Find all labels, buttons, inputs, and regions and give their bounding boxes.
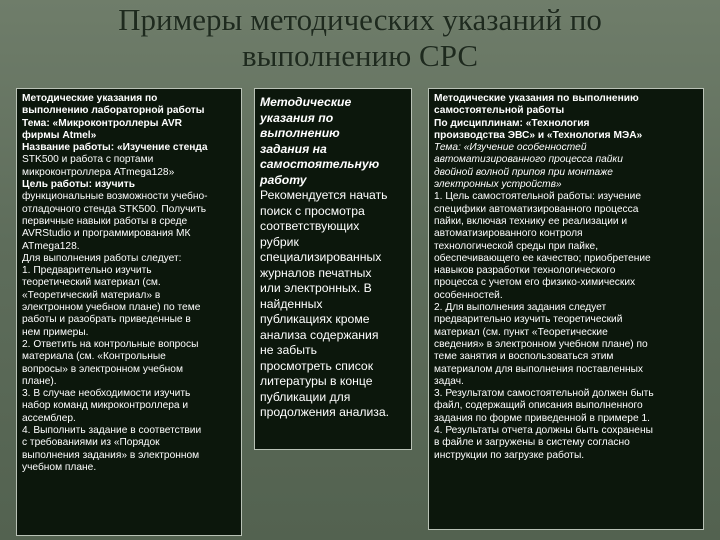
col1-text-line: первичные навыки работы в среде [22, 215, 188, 227]
col1-text-line: ATmega128. [22, 240, 80, 252]
col1-text-line: вопросы» в электронном учебном [22, 363, 183, 375]
col2-text-line: публикациях кроме [260, 312, 370, 326]
col3-text-line: задач. [434, 375, 464, 387]
col3-text-line: 1. Цель самостоятельной работы: изучение [434, 191, 642, 203]
col1-text-line: с требованиями из «Порядок [22, 437, 160, 449]
slide-title-line-2: выполнению СРС [241, 38, 479, 73]
col1-text-line: материала (см. «Контрольные [22, 351, 166, 363]
col3-text-line: пайки, включая технику ее реализации и [434, 215, 628, 227]
col1-text-line: микроконтроллера ATmega128» [22, 166, 175, 178]
col3-text-line: Методические указания по выполнению [434, 93, 639, 104]
col1-text-line: теоретический материал (см. [22, 277, 161, 289]
col1-text-line: фирмы Atmel» [22, 129, 97, 141]
col3-text-line: навыков разработки технологического [434, 265, 616, 277]
col3-text-line: файл, содержащий описания выполненного [434, 400, 643, 412]
col2-text-line: анализа содержания [260, 327, 379, 342]
col3-text-line: Тема: «Изучение особенностей [434, 142, 587, 154]
col1-text-line: 4. Выполнить задание в соответствии [22, 425, 202, 437]
lab-work-guidelines-panel [16, 88, 242, 536]
col3-text-line: процесса с учетом его физико-химических [434, 277, 636, 289]
col1-text-line: 2. Ответить на контрольные вопросы [22, 338, 199, 350]
col2-text-line: журналов печатных [260, 265, 372, 280]
col3-text-line: двойной волной припоя при монтаже [434, 166, 613, 178]
col1-text-line: AVRStudio и программирования МК [22, 228, 191, 240]
col3-text-line: автоматизированного процесса пайки [434, 154, 623, 166]
col2-text-line: публикации для [260, 389, 351, 404]
col3-text-line: задания по форме приведенной в примере 1. [434, 412, 650, 424]
col1-text-line: плане). [22, 375, 57, 387]
col3-text-line: особенностей. [434, 289, 503, 301]
col2-text-line: Рекомендуется начать [260, 188, 388, 202]
col2-text-line: самостоятельную [260, 157, 380, 171]
col1-text-line: Название работы: «Изучение стенда [22, 142, 208, 154]
col3-text-line: специфики автоматизированного процесса [434, 203, 639, 215]
col2-text-line: просмотреть список [260, 358, 374, 373]
col3-text-line: материалом для выполнения поставленных [434, 363, 644, 375]
col2-text-line: литературы в конце [260, 374, 373, 388]
soldering-work-guidelines-panel [428, 88, 704, 530]
col1-text-line: выполнению лабораторной работы [22, 105, 205, 117]
col1-text-line: 1. Предварительно изучить [22, 265, 152, 277]
col1-text-line: Тема: «Микроконтроллеры AVR [22, 117, 182, 129]
col3-text-line: 4. Результаты отчета должны быть сохранены [434, 425, 653, 437]
col2-text-line: продолжения анализа. [260, 405, 390, 419]
col2-text-line: задания на [260, 141, 327, 156]
col2-text-line: специализированных [260, 250, 382, 264]
col3-text-line: электронных устройств» [434, 179, 562, 191]
col1-text-line: Для выполнения работы следует: [22, 252, 182, 264]
col3-text-line: технологической среды при пайке, [434, 240, 599, 252]
col3-text-line: сведения» в электронном учебном плане) по [434, 338, 648, 350]
col3-text-line: предварительно изучить теоретический [434, 314, 623, 326]
col1-text-line: набор команд микроконтроллера и [22, 400, 189, 412]
col2-text-line: работу [260, 172, 307, 187]
col2-text-line: найденных [260, 296, 323, 311]
col2-text-line: Методические [260, 95, 352, 109]
col1-text-line: STK500 и работа с портами [22, 154, 154, 166]
col1-text-line: ассемблер. [22, 412, 76, 424]
col3-text-line: автоматизированного контроля [434, 228, 583, 240]
col2-text-line: или электронных. В [260, 281, 372, 295]
col3-text-line: материал (см. пункт «Теоретические [434, 326, 608, 338]
col1-text-line: работы и разобрать приведенные в [22, 314, 191, 326]
col1-text-line: нем примеры. [22, 326, 89, 338]
col2-text-line: рубрик [260, 234, 299, 249]
col1-text-line: функциональные возможности учебно- [22, 191, 208, 203]
col2-text-line: поиск с просмотра [260, 203, 365, 218]
col3-text-line: По дисциплинам: «Технология [434, 117, 590, 129]
independent-work-guidelines-panel [254, 88, 412, 450]
col1-text-line: Цель работы: изучить [22, 179, 136, 191]
slide-title-line-1: Примеры методических указаний по [118, 2, 602, 37]
col1-text-line: электронном учебном плане) по теме [22, 302, 201, 314]
col1-text-line: 3. В случае необходимости изучить [22, 388, 191, 400]
col2-text-line: указания по [260, 110, 334, 125]
col3-text-line: производства ЭВС» и «Технология МЭА» [434, 129, 643, 141]
col1-text-line: отладочного стенда STK500. Получить [22, 203, 207, 215]
col3-text-line: 3. Результатом самостоятельной должен быть [434, 388, 654, 400]
col3-text-line: самостоятельной работы [434, 105, 565, 117]
col2-text-line: не забыть [260, 343, 317, 357]
col1-text-line: учебном плане. [22, 461, 97, 473]
col1-text-line: Методические указания по [22, 93, 158, 104]
col2-text-line: выполнению [260, 126, 340, 140]
col2-text-line: соответствующих [260, 219, 360, 233]
col3-text-line: обеспечивающего ее качество; приобретение [434, 252, 651, 264]
slide-title [0, 2, 720, 74]
col3-text-line: в файле и загружены в систему согласно [434, 437, 630, 449]
col3-text-line: теме занятия и воспользоваться этим [434, 351, 614, 363]
col1-text-line: «Теоретический материал» в [22, 289, 161, 301]
col1-text-line: выполнения задания» в электронном [22, 449, 200, 461]
col3-text-line: инструкции по загрузке работы. [434, 449, 585, 461]
col3-text-line: 2. Для выполнения задания следует [434, 302, 607, 314]
